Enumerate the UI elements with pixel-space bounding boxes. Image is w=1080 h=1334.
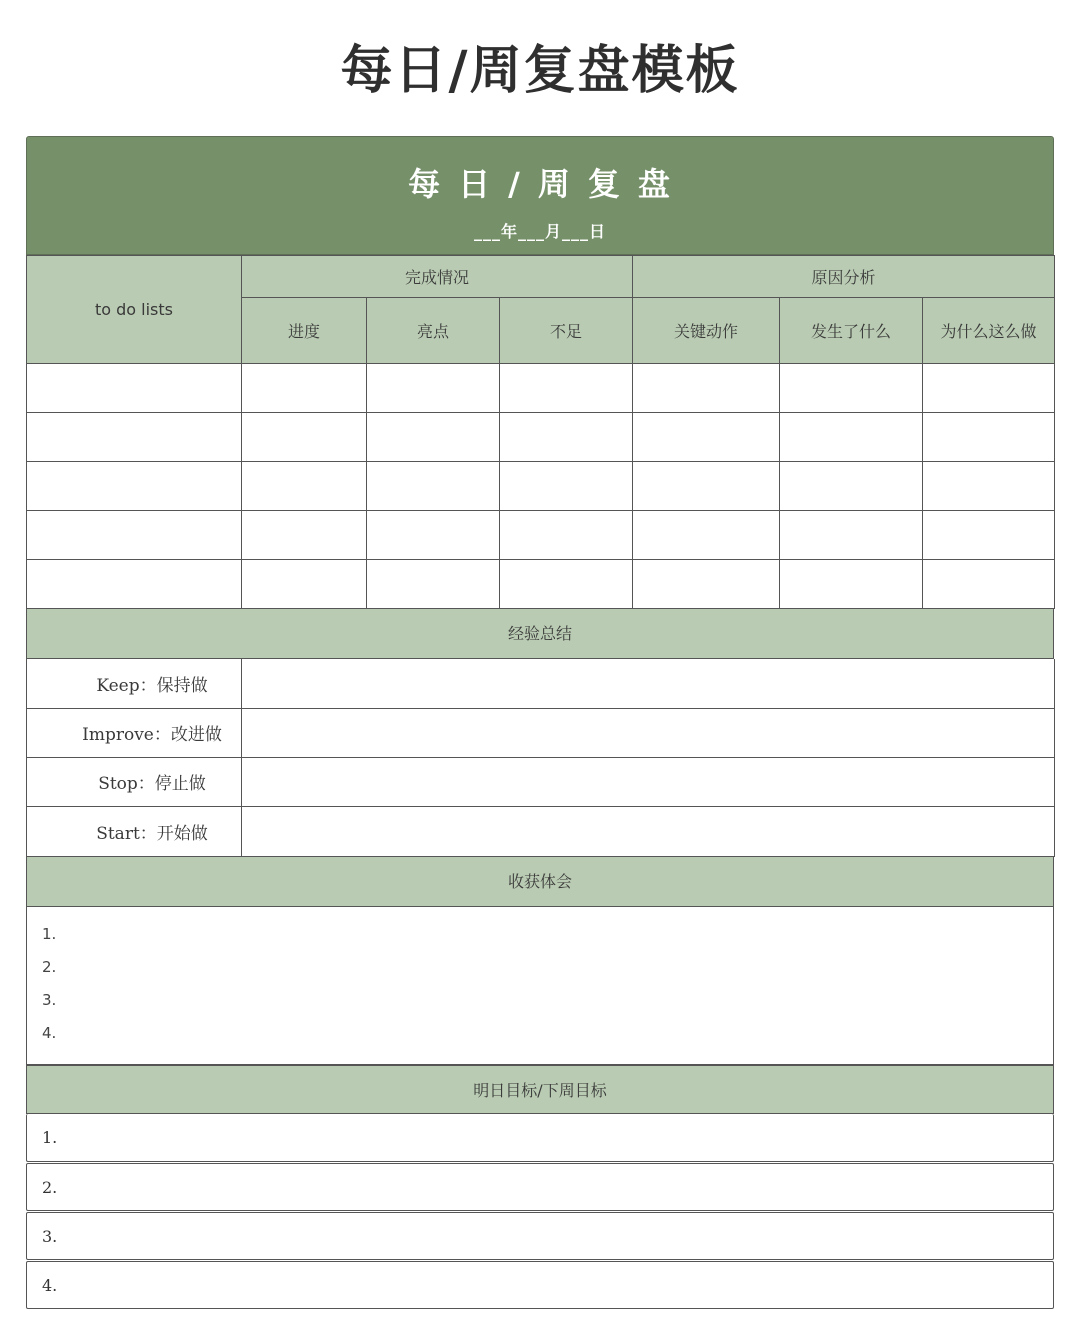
table-row <box>27 806 1055 856</box>
table-cell[interactable] <box>780 560 923 609</box>
column-header: 进度 <box>242 298 367 364</box>
todo-cell[interactable] <box>27 511 242 560</box>
todo-table <box>26 255 1055 609</box>
table-cell[interactable] <box>242 413 367 462</box>
table-cell[interactable] <box>242 560 367 609</box>
table-row <box>27 413 1055 462</box>
table-row <box>27 560 1055 609</box>
group-analysis: 原因分析 <box>633 256 1055 298</box>
date-field[interactable]: ___年___月___日 <box>473 222 606 241</box>
table-cell[interactable] <box>923 511 1055 560</box>
experience-section-title: 经验总结 <box>26 609 1054 659</box>
table-row <box>27 708 1055 757</box>
page-title: 每日/周复盘模板 <box>340 40 740 101</box>
table-row <box>27 511 1055 560</box>
table-cell[interactable] <box>633 364 780 413</box>
list-item: 4. <box>42 1023 57 1042</box>
goal-row[interactable]: 3. <box>26 1212 1054 1260</box>
todo-cell[interactable] <box>27 560 242 609</box>
goal-row[interactable]: 2. <box>26 1163 1054 1211</box>
keep-field[interactable] <box>242 659 1055 708</box>
banner-title: 每日/周复盘 <box>408 165 688 203</box>
todo-cell[interactable] <box>27 413 242 462</box>
keep-label: Keep：保持做 <box>27 659 242 708</box>
todo-header: to do lists <box>27 256 242 364</box>
table-cell[interactable] <box>923 413 1055 462</box>
table-row <box>27 364 1055 413</box>
review-sheet <box>26 136 1054 1309</box>
table-cell[interactable] <box>780 462 923 511</box>
harvest-list[interactable] <box>26 907 1054 1065</box>
table-cell[interactable] <box>500 364 633 413</box>
improve-field[interactable] <box>242 708 1055 757</box>
goals-section-title: 明日目标/下周目标 <box>26 1065 1054 1114</box>
table-cell[interactable] <box>500 413 633 462</box>
start-label: Start：开始做 <box>27 806 242 856</box>
table-cell[interactable] <box>633 413 780 462</box>
table-row <box>27 659 1055 708</box>
table-cell[interactable] <box>500 560 633 609</box>
start-field[interactable] <box>242 806 1055 856</box>
table-cell[interactable] <box>367 560 500 609</box>
table-cell[interactable] <box>242 462 367 511</box>
table-cell[interactable] <box>500 462 633 511</box>
stop-field[interactable] <box>242 757 1055 806</box>
table-cell[interactable] <box>923 462 1055 511</box>
table-cell[interactable] <box>242 364 367 413</box>
column-header: 为什么这么做 <box>923 298 1055 364</box>
column-header: 发生了什么 <box>780 298 923 364</box>
column-header: 关键动作 <box>633 298 780 364</box>
table-cell[interactable] <box>923 560 1055 609</box>
harvest-section-title: 收获体会 <box>26 857 1054 907</box>
table-cell[interactable] <box>633 462 780 511</box>
list-item: 1. <box>42 924 57 943</box>
table-cell[interactable] <box>923 364 1055 413</box>
experience-table <box>26 659 1055 857</box>
column-header: 不足 <box>500 298 633 364</box>
table-cell[interactable] <box>367 413 500 462</box>
table-cell[interactable] <box>367 364 500 413</box>
list-item: 2. <box>42 957 57 976</box>
column-header: 亮点 <box>367 298 500 364</box>
banner <box>26 136 1054 255</box>
goal-row[interactable]: 1. <box>26 1114 1054 1162</box>
table-cell[interactable] <box>633 560 780 609</box>
table-cell[interactable] <box>780 413 923 462</box>
todo-cell[interactable] <box>27 462 242 511</box>
group-completion: 完成情况 <box>242 256 633 298</box>
table-row <box>27 462 1055 511</box>
list-item: 3. <box>42 990 57 1009</box>
table-cell[interactable] <box>780 364 923 413</box>
todo-cell[interactable] <box>27 364 242 413</box>
table-cell[interactable] <box>242 511 367 560</box>
table-cell[interactable] <box>500 511 633 560</box>
table-cell[interactable] <box>780 511 923 560</box>
table-cell[interactable] <box>367 462 500 511</box>
improve-label: Improve：改进做 <box>27 708 242 757</box>
table-cell[interactable] <box>367 511 500 560</box>
table-row <box>27 757 1055 806</box>
goal-row[interactable]: 4. <box>26 1261 1054 1309</box>
stop-label: Stop：停止做 <box>27 757 242 806</box>
table-cell[interactable] <box>633 511 780 560</box>
